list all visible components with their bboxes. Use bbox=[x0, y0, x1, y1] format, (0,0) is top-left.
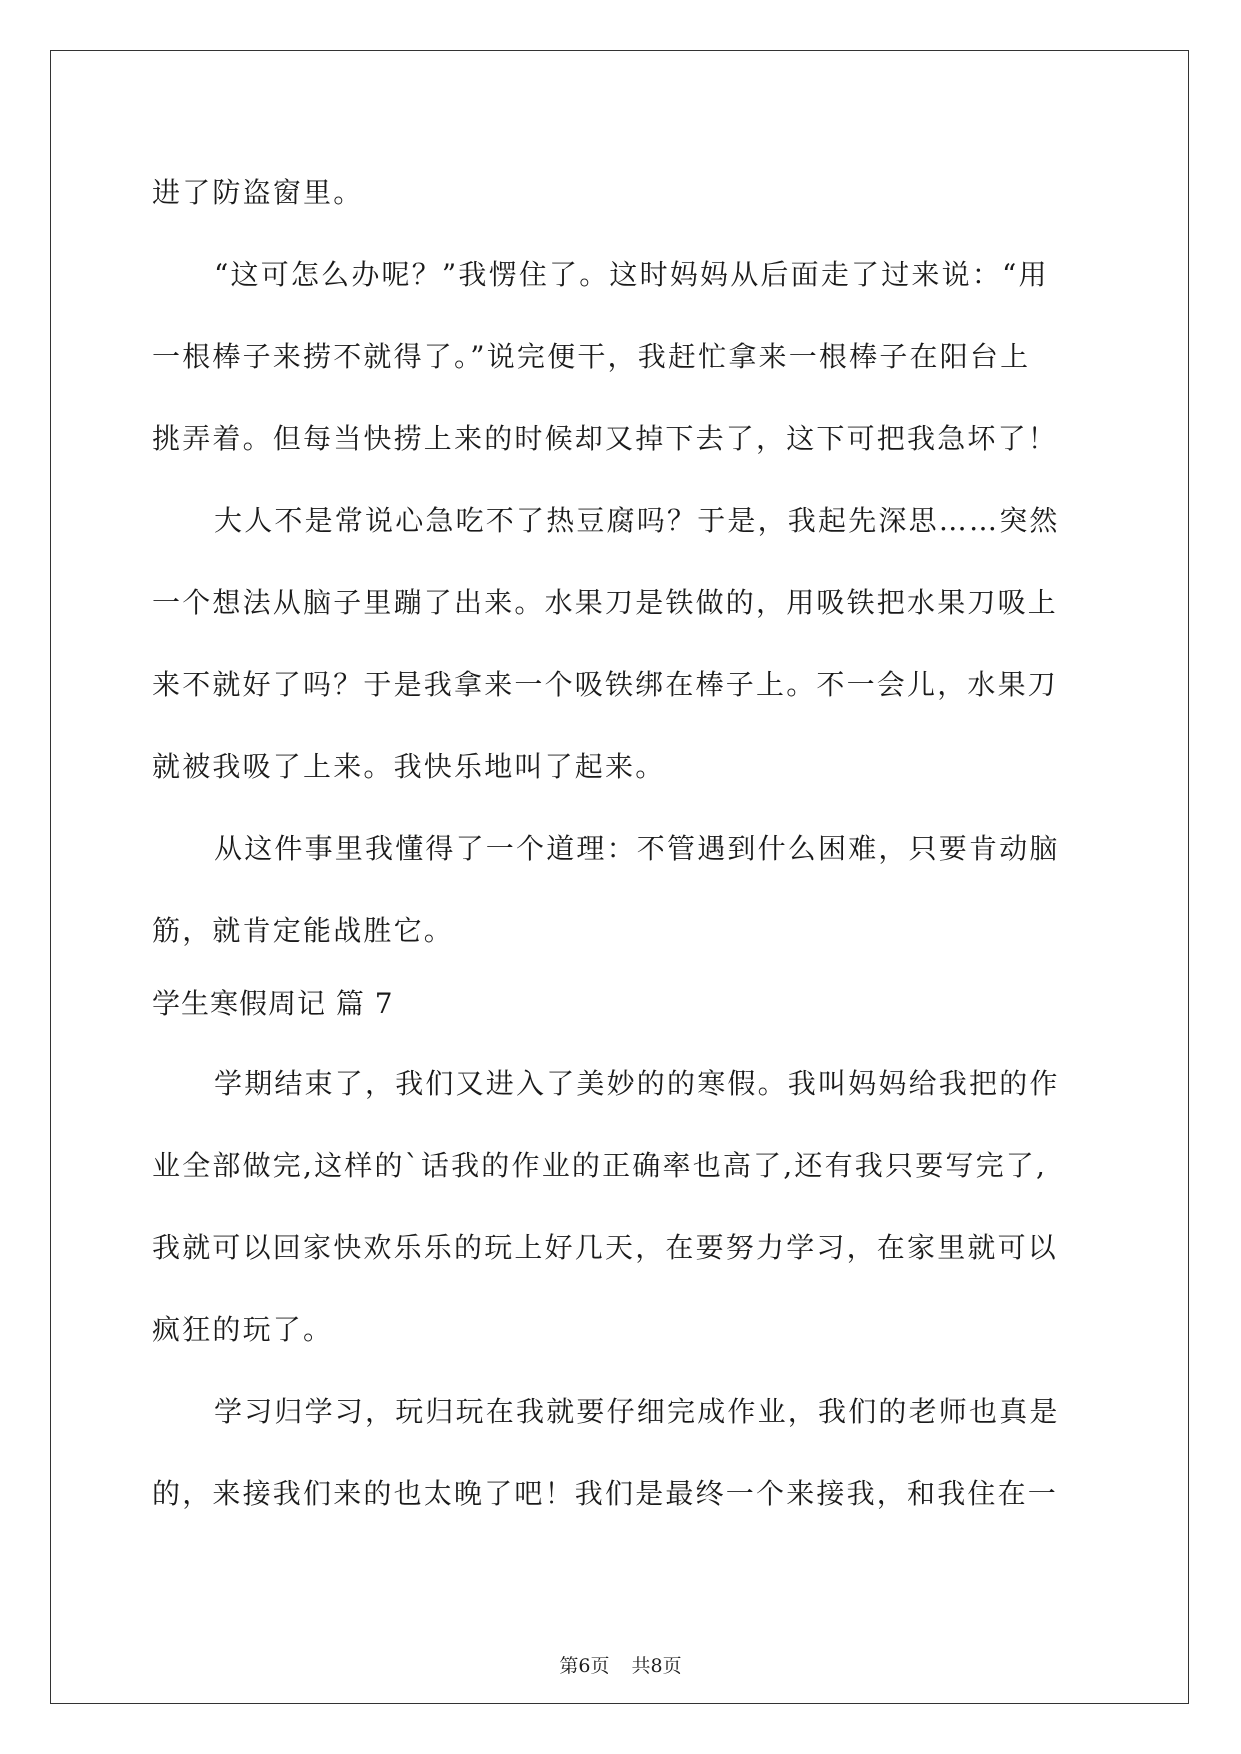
text-line: “这可怎么办呢？”我愣住了。这时妈妈从后面走了过来说：“用 bbox=[214, 258, 1049, 291]
text-line: 大人不是常说心急吃不了热豆腐吗？于是，我起先深思……突然 bbox=[214, 504, 1060, 537]
text-line: 来不就好了吗？于是我拿来一个吸铁绑在棒子上。不一会儿，水果刀 bbox=[152, 668, 1059, 701]
page-total: 共8页 bbox=[631, 1655, 682, 1677]
text-line: 进了防盗窗里。 bbox=[152, 176, 364, 209]
text-line: 我就可以回家快欢乐乐的玩上好几天，在要努力学习，在家里就可以 bbox=[152, 1231, 1059, 1264]
page-current: 第6页 bbox=[559, 1655, 610, 1677]
text-line: 一根棒子来捞不就得了。”说完便干，我赶忙拿来一根棒子在阳台上 bbox=[152, 340, 1031, 373]
text-line: 筋，就肯定能战胜它。 bbox=[152, 914, 455, 947]
text-line: 业全部做完,这样的`话我的作业的正确率也高了,还有我只要写完了, bbox=[152, 1149, 1048, 1182]
section-heading: 学生寒假周记 篇 7 bbox=[152, 987, 394, 1020]
page-number-footer bbox=[0, 1654, 1241, 1678]
text-line: 挑弄着。但每当快捞上来的时候却又掉下去了，这下可把我急坏了！ bbox=[152, 422, 1059, 455]
text-line: 的，来接我们来的也太晚了吧！我们是最终一个来接我，和我住在一 bbox=[152, 1477, 1059, 1510]
page-border bbox=[50, 50, 1189, 1704]
text-line: 疯狂的玩了。 bbox=[152, 1313, 334, 1346]
text-line: 就被我吸了上来。我快乐地叫了起来。 bbox=[152, 750, 666, 783]
text-line: 一个想法从脑子里蹦了出来。水果刀是铁做的，用吸铁把水果刀吸上 bbox=[152, 586, 1059, 619]
text-line: 学习归学习，玩归玩在我就要仔细完成作业，我们的老师也真是 bbox=[214, 1395, 1060, 1428]
text-line: 从这件事里我懂得了一个道理：不管遇到什么困难，只要肯动脑 bbox=[214, 832, 1060, 865]
text-line: 学期结束了，我们又进入了美妙的的寒假。我叫妈妈给我把的作 bbox=[214, 1067, 1060, 1100]
